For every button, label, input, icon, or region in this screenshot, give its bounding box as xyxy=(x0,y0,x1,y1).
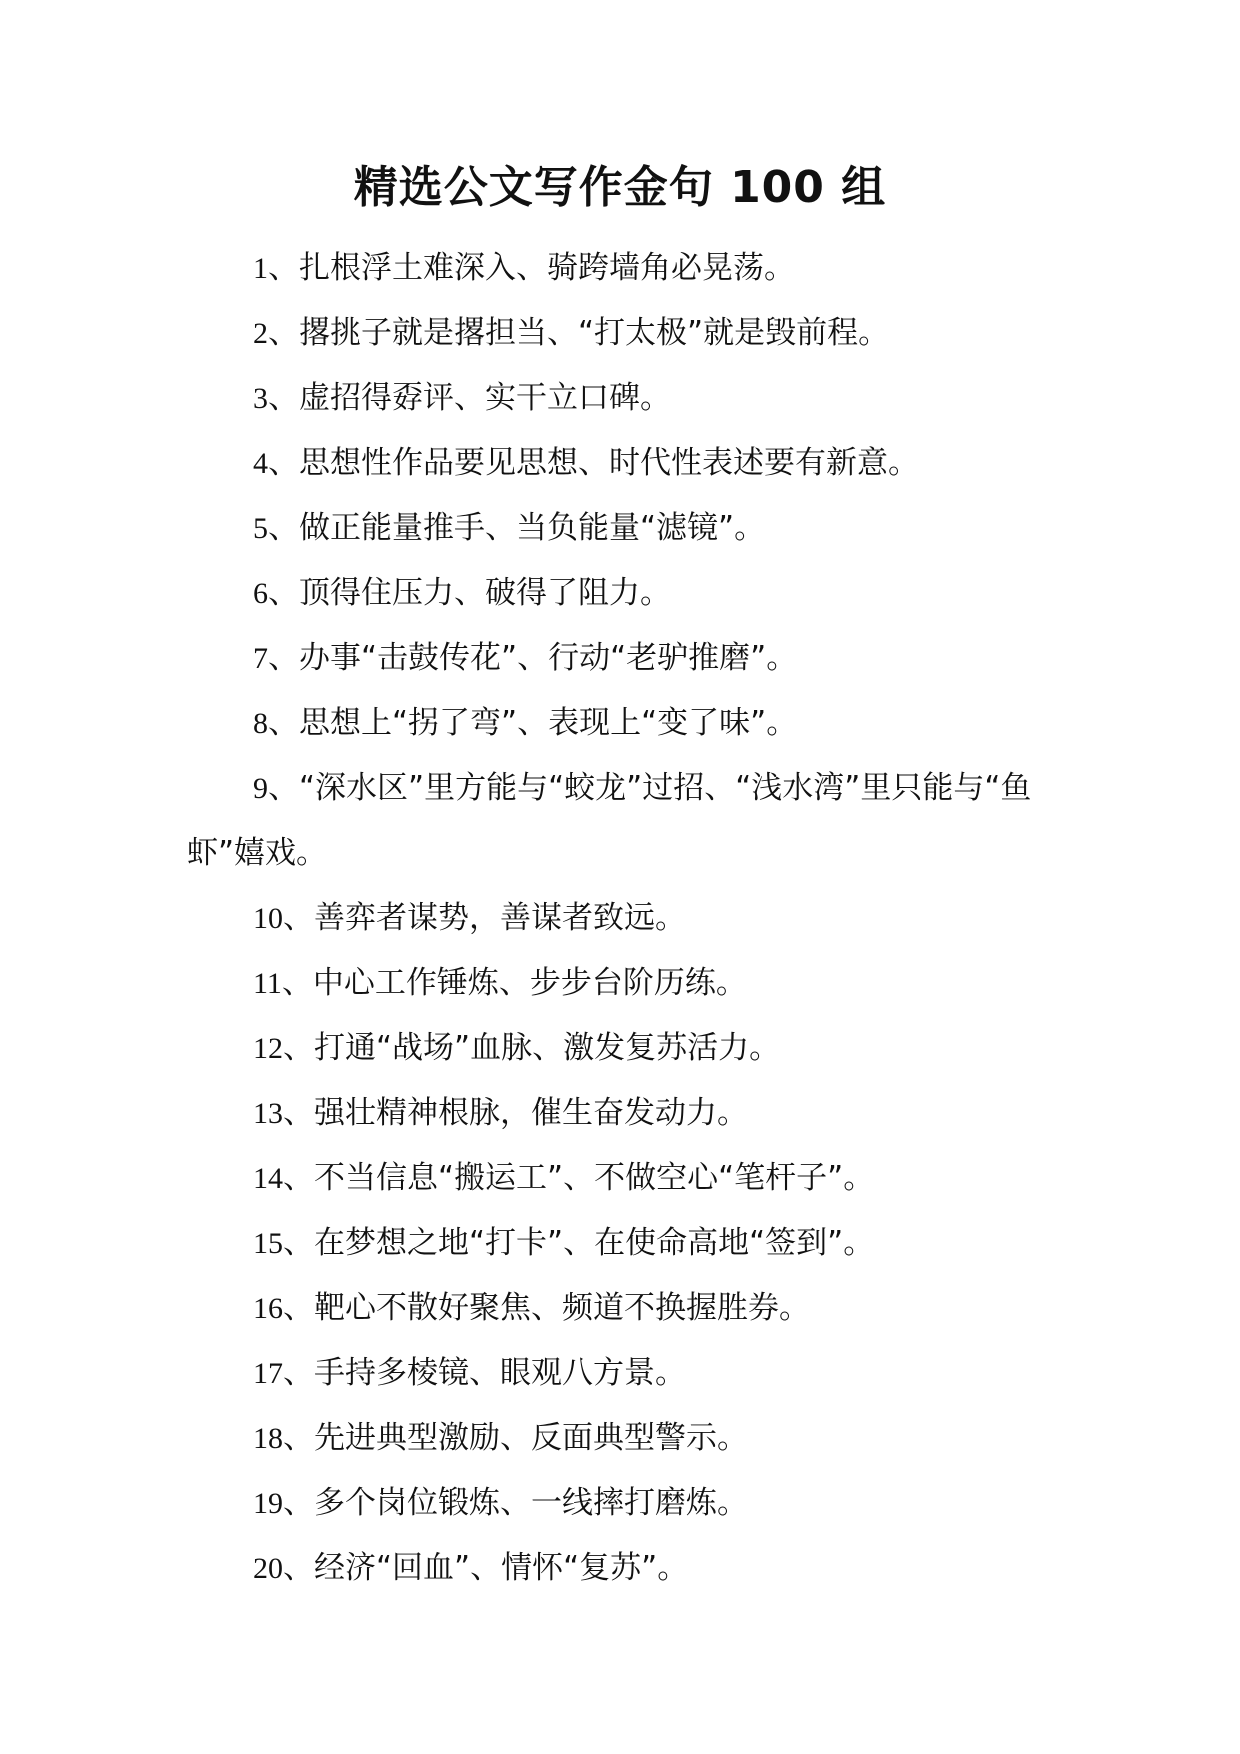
list-item xyxy=(187,1341,1057,1406)
item-text: 、不当信息“搬运工”、不做空心“笔杆子”。 xyxy=(283,1160,875,1196)
list-item xyxy=(187,691,1057,756)
item-text: 、思想上“拐了弯”、表现上“变了味”。 xyxy=(268,705,798,741)
list-item xyxy=(187,1016,1057,1081)
list-item xyxy=(187,366,1057,431)
item-text: 、靶心不散好聚焦、频道不换握胜券。 xyxy=(283,1290,810,1326)
list-item xyxy=(187,561,1057,626)
item-number: 3 xyxy=(253,382,268,415)
item-number: 13 xyxy=(253,1097,283,1130)
item-number: 10 xyxy=(253,902,283,935)
item-text: 、手持多棱镜、眼观八方景。 xyxy=(283,1355,686,1391)
item-text: 、“深水区”里方能与“蛟龙”过招、“浅水湾”里只能与“鱼虾”嬉戏。 xyxy=(187,770,1032,871)
list-item xyxy=(187,626,1057,691)
list-item xyxy=(187,1146,1057,1211)
item-number: 5 xyxy=(253,512,268,545)
list-item xyxy=(187,886,1057,951)
list-item xyxy=(187,1406,1057,1471)
item-text: 、多个岗位锻炼、一线摔打磨炼。 xyxy=(283,1485,748,1521)
item-number: 15 xyxy=(253,1227,283,1260)
item-number: 19 xyxy=(253,1487,283,1520)
item-number: 14 xyxy=(253,1162,283,1195)
item-number: 1 xyxy=(253,252,268,285)
item-text: 、顶得住压力、破得了阻力。 xyxy=(268,575,671,611)
item-number: 20 xyxy=(253,1552,283,1585)
list-item xyxy=(187,301,1057,366)
item-number: 18 xyxy=(253,1422,283,1455)
item-number: 2 xyxy=(253,317,268,350)
item-text: 、先进典型激励、反面典型警示。 xyxy=(283,1420,748,1456)
item-text: 、虚招得孬评、实干立口碑。 xyxy=(268,380,671,416)
item-text: 、中心工作锤炼、步步台阶历练。 xyxy=(281,965,747,1001)
list-item xyxy=(187,756,1057,886)
item-number: 8 xyxy=(253,707,268,740)
item-text: 、扎根浮土难深入、骑跨墙角必晃荡。 xyxy=(268,250,795,286)
item-text: 、善弈者谋势，善谋者致远。 xyxy=(283,900,686,936)
item-number: 16 xyxy=(253,1292,283,1325)
sentence-list xyxy=(187,236,1057,1601)
item-text: 、打通“战场”血脉、激发复苏活力。 xyxy=(283,1030,781,1066)
item-number: 9 xyxy=(253,772,268,805)
list-item xyxy=(187,1471,1057,1536)
item-text: 、撂挑子就是撂担当、“打太极”就是毁前程。 xyxy=(268,315,890,351)
item-text: 、经济“回血”、情怀“复苏”。 xyxy=(283,1550,689,1586)
item-text: 、在梦想之地“打卡”、在使命高地“签到”。 xyxy=(283,1225,875,1261)
document-title: 精选公文写作金句 100 组 xyxy=(353,162,887,213)
item-text: 、办事“击鼓传花”、行动“老驴推磨”。 xyxy=(268,640,798,676)
list-item xyxy=(187,1276,1057,1341)
list-item xyxy=(187,431,1057,496)
item-number: 11 xyxy=(253,967,282,1000)
item-text: 、强壮精神根脉，催生奋发动力。 xyxy=(283,1095,748,1131)
item-number: 6 xyxy=(253,577,268,610)
item-text: 、做正能量推手、当负能量“滤镜”。 xyxy=(268,510,766,546)
item-number: 17 xyxy=(253,1357,283,1390)
item-number: 12 xyxy=(253,1032,283,1065)
item-text: 、思想性作品要见思想、时代性表述要有新意。 xyxy=(268,445,919,481)
list-item xyxy=(187,236,1057,301)
list-item xyxy=(187,1081,1057,1146)
item-number: 4 xyxy=(253,447,268,480)
list-item xyxy=(187,1536,1057,1601)
list-item xyxy=(187,1211,1057,1276)
list-item xyxy=(187,496,1057,561)
item-number: 7 xyxy=(253,642,268,675)
list-item xyxy=(187,951,1057,1016)
